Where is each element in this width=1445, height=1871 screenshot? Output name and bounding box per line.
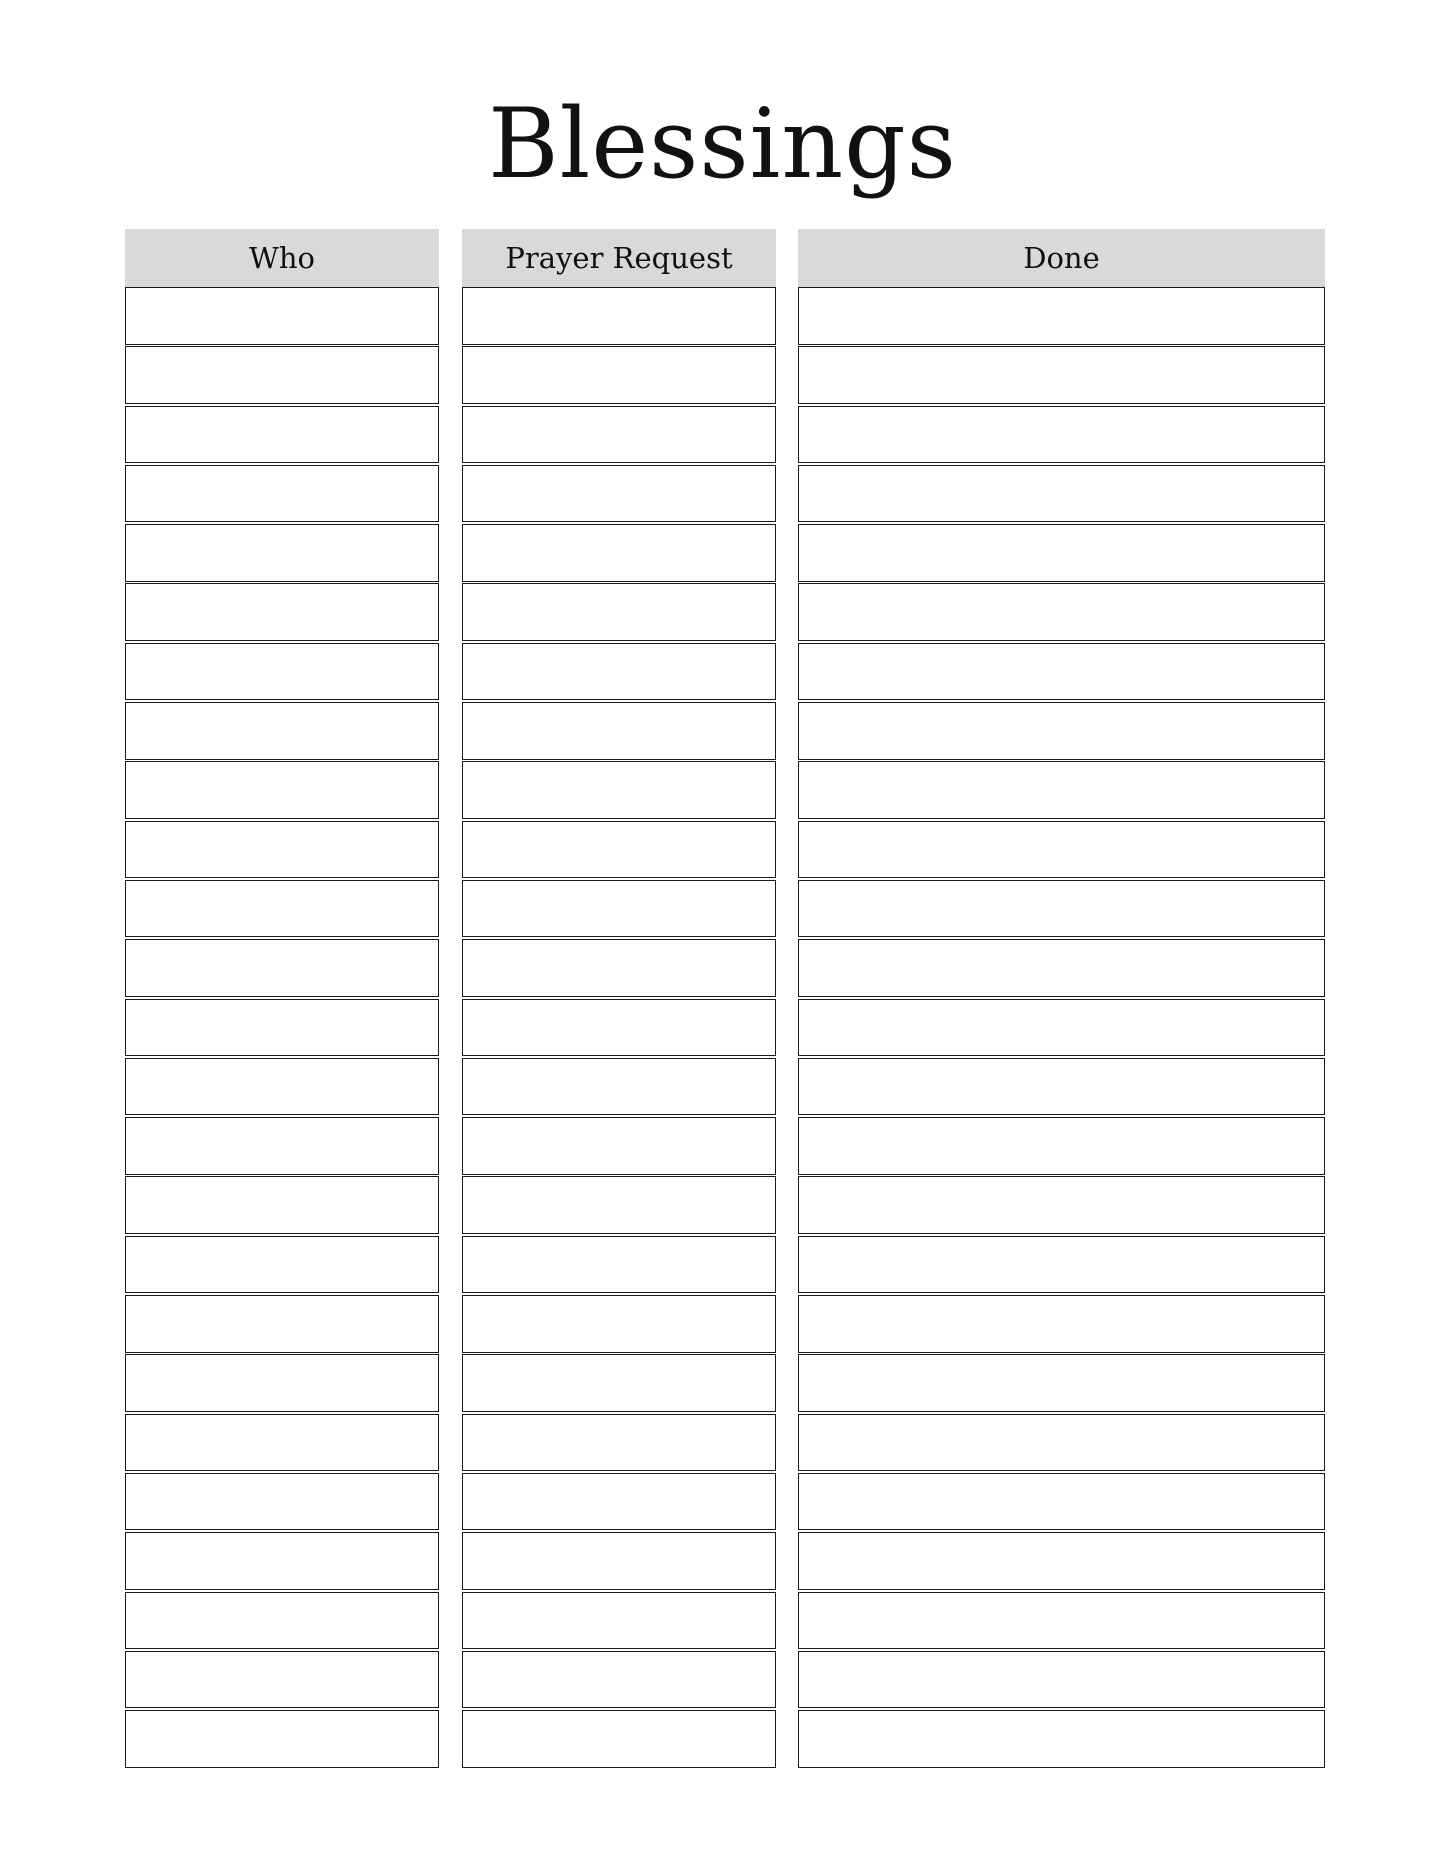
done-cell	[798, 643, 1325, 701]
done-cell	[798, 1354, 1325, 1412]
who-cell	[125, 1532, 439, 1590]
done-cell	[798, 346, 1325, 404]
prayer-request-cell	[462, 939, 776, 997]
who-cell	[125, 1176, 439, 1234]
prayer-request-cell	[462, 346, 776, 404]
prayer-request-cell	[462, 465, 776, 523]
who-cell	[125, 880, 439, 938]
done-cell	[798, 939, 1325, 997]
prayer-request-cell	[462, 821, 776, 879]
who-cell	[125, 1058, 439, 1116]
column-header-who: Who	[125, 229, 439, 287]
done-cell	[798, 1651, 1325, 1709]
page-title: Blessings	[488, 88, 957, 200]
prayer-request-cell	[462, 643, 776, 701]
column-done	[798, 229, 1325, 1769]
done-cell	[798, 880, 1325, 938]
who-cell	[125, 1473, 439, 1531]
column-header-prayer-request: Prayer Request	[462, 229, 776, 287]
who-cell	[125, 999, 439, 1057]
prayer-request-cell	[462, 1354, 776, 1412]
prayer-request-cell	[462, 1651, 776, 1709]
who-cell	[125, 821, 439, 879]
prayer-request-cell	[462, 287, 776, 345]
prayer-request-cell	[462, 1414, 776, 1472]
prayer-request-cell	[462, 761, 776, 819]
who-cell	[125, 1651, 439, 1709]
done-cell	[798, 406, 1325, 464]
who-cell	[125, 643, 439, 701]
who-cell	[125, 761, 439, 819]
done-cell	[798, 1236, 1325, 1294]
prayer-request-cell	[462, 524, 776, 582]
prayer-request-cell	[462, 1532, 776, 1590]
prayer-request-cell	[462, 1710, 776, 1768]
prayer-request-cell	[462, 702, 776, 760]
done-cell	[798, 702, 1325, 760]
who-cell	[125, 939, 439, 997]
who-cell	[125, 702, 439, 760]
done-cell	[798, 1592, 1325, 1650]
who-cell	[125, 1710, 439, 1768]
who-cell	[125, 346, 439, 404]
done-cell	[798, 1473, 1325, 1531]
who-cell	[125, 1592, 439, 1650]
done-cell	[798, 287, 1325, 345]
done-cell	[798, 1710, 1325, 1768]
prayer-request-cell	[462, 880, 776, 938]
rows-done	[798, 287, 1325, 1768]
prayer-request-cell	[462, 406, 776, 464]
done-cell	[798, 821, 1325, 879]
column-prayer-request	[462, 229, 776, 1769]
who-cell	[125, 1236, 439, 1294]
who-cell	[125, 1414, 439, 1472]
who-cell	[125, 287, 439, 345]
done-cell	[798, 1532, 1325, 1590]
who-cell	[125, 524, 439, 582]
prayer-request-cell	[462, 999, 776, 1057]
prayer-request-cell	[462, 1176, 776, 1234]
prayer-request-cell	[462, 1117, 776, 1175]
prayer-request-cell	[462, 583, 776, 641]
column-who	[125, 229, 439, 1769]
prayer-request-cell	[462, 1295, 776, 1353]
rows-who	[125, 287, 439, 1768]
done-cell	[798, 1295, 1325, 1353]
done-cell	[798, 999, 1325, 1057]
prayer-request-cell	[462, 1473, 776, 1531]
who-cell	[125, 1117, 439, 1175]
prayer-request-cell	[462, 1236, 776, 1294]
done-cell	[798, 524, 1325, 582]
who-cell	[125, 406, 439, 464]
done-cell	[798, 1176, 1325, 1234]
who-cell	[125, 1354, 439, 1412]
column-header-done: Done	[798, 229, 1325, 287]
prayer-request-cell	[462, 1058, 776, 1116]
who-cell	[125, 1295, 439, 1353]
who-cell	[125, 465, 439, 523]
done-cell	[798, 465, 1325, 523]
prayer-request-cell	[462, 1592, 776, 1650]
done-cell	[798, 1058, 1325, 1116]
who-cell	[125, 583, 439, 641]
done-cell	[798, 583, 1325, 641]
done-cell	[798, 761, 1325, 819]
done-cell	[798, 1414, 1325, 1472]
done-cell	[798, 1117, 1325, 1175]
rows-prayer-request	[462, 287, 776, 1768]
